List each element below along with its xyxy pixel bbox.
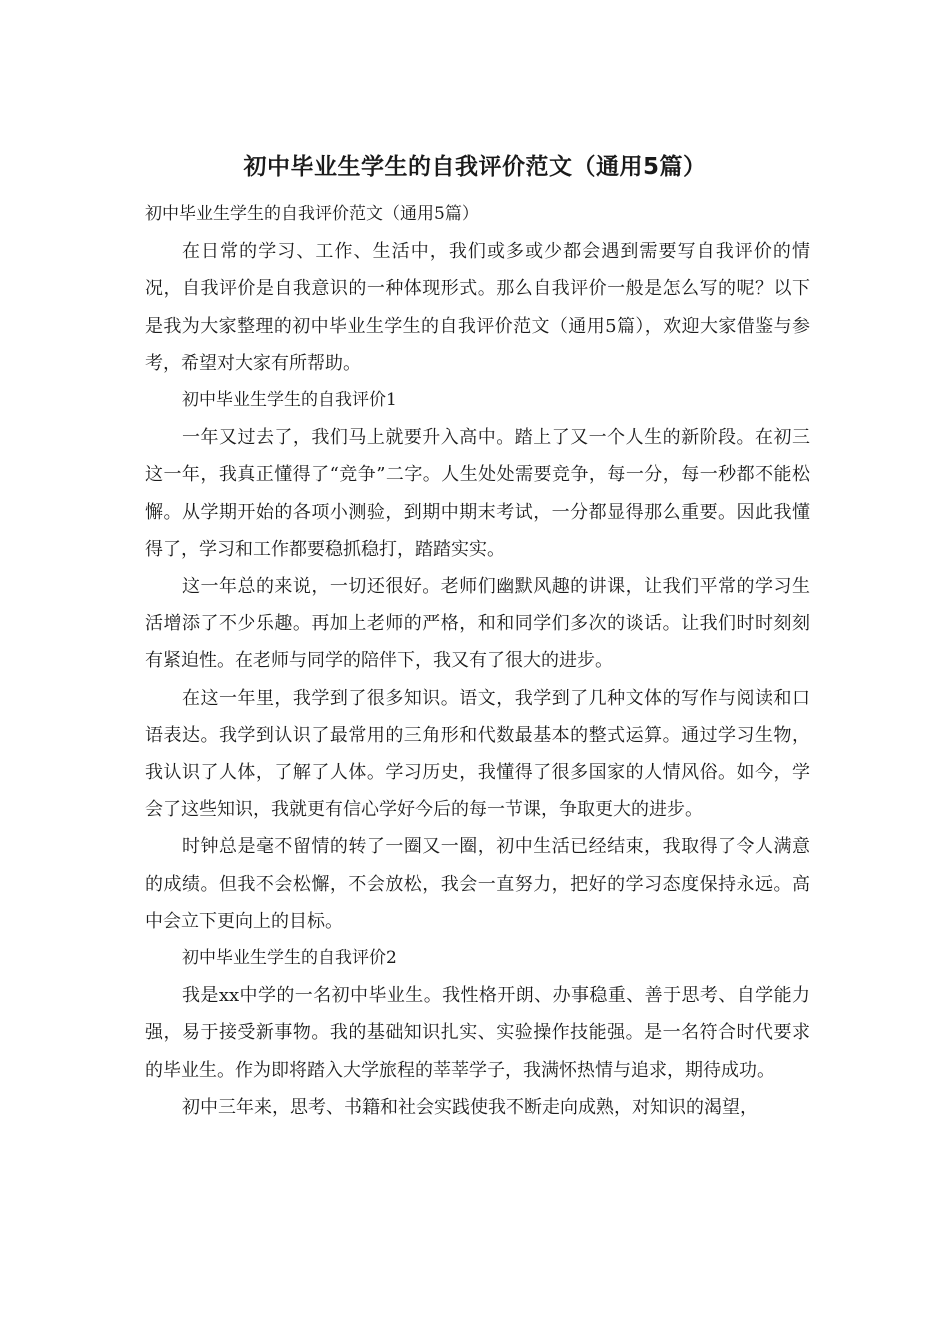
- paragraph: 在这一年里，我学到了很多知识。语文，我学到了几种文体的写作与阅读和口语表达。我学到认识了最常用的三角形和代数最基本的整式运算。通过学习生物，我认识了人体，了解了人体。学习历史，我懂得了很多国家的人情风俗。如今，学会了这些知识，我就更有信心学好今后的每一节课，争取更大的进步。: [145, 687, 810, 821]
- section-heading: 初中毕业生学生的自我评价1: [182, 390, 397, 411]
- paragraph: 我是xx中学的一名初中毕业生。我性格开朗、办事稳重、善于思考、自学能力强，易于接受新事物。我的基础知识扎实、实验操作技能强。是一名符合时代要求的毕业生。作为即将踏入大学旅程的莘莘学子，我满怀热情与追求，期待成功。: [145, 985, 810, 1081]
- paragraph: 一年又过去了，我们马上就要升入高中。踏上了又一个人生的新阶段。在初三这一年，我真正懂得了“竞争”二字。人生处处需要竞争，每一分，每一秒都不能松懈。从学期开始的各项小测验，到期中期末考试，一分都显得那么重要。因此我懂得了，学习和工作都要稳抓稳打，踏踏实实。: [145, 427, 810, 560]
- document-title: 初中毕业生学生的自我评价范文（通用5篇）: [243, 154, 707, 180]
- paragraph: 初中三年来，思考、书籍和社会实践使我不断走向成熟，对知识的渴望，: [182, 1096, 758, 1118]
- section-heading: 初中毕业生学生的自我评价2: [182, 948, 397, 969]
- lead-line: 初中毕业生学生的自我评价范文（通用5篇）: [145, 204, 479, 224]
- document-body: [145, 196, 810, 1126]
- paragraph: 时钟总是毫不留情的转了一圈又一圈，初中生活已经结束，我取得了令人满意的成绩。但我不会松懈，不会放松，我会一直努力，把好的学习态度保持永远。高中会立下更向上的目标。: [145, 836, 810, 932]
- paragraph: 在日常的学习、工作、生活中，我们或多或少都会遇到需要写自我评价的情况，自我评价是自我意识的一种体现形式。那么自我评价一般是怎么写的呢？以下是我为大家整理的初中毕业生学生的自我评价范文（通用5篇），欢迎大家借鉴与参考，希望对大家有所帮助。: [145, 241, 810, 374]
- paragraph: 这一年总的来说，一切还很好。老师们幽默风趣的讲课，让我们平常的学习生活增添了不少乐趣。再加上老师的严格，和和同学们多次的谈话。让我们时时刻刻有紧迫性。在老师与同学的陪伴下，我又有了很大的进步。: [145, 576, 810, 672]
